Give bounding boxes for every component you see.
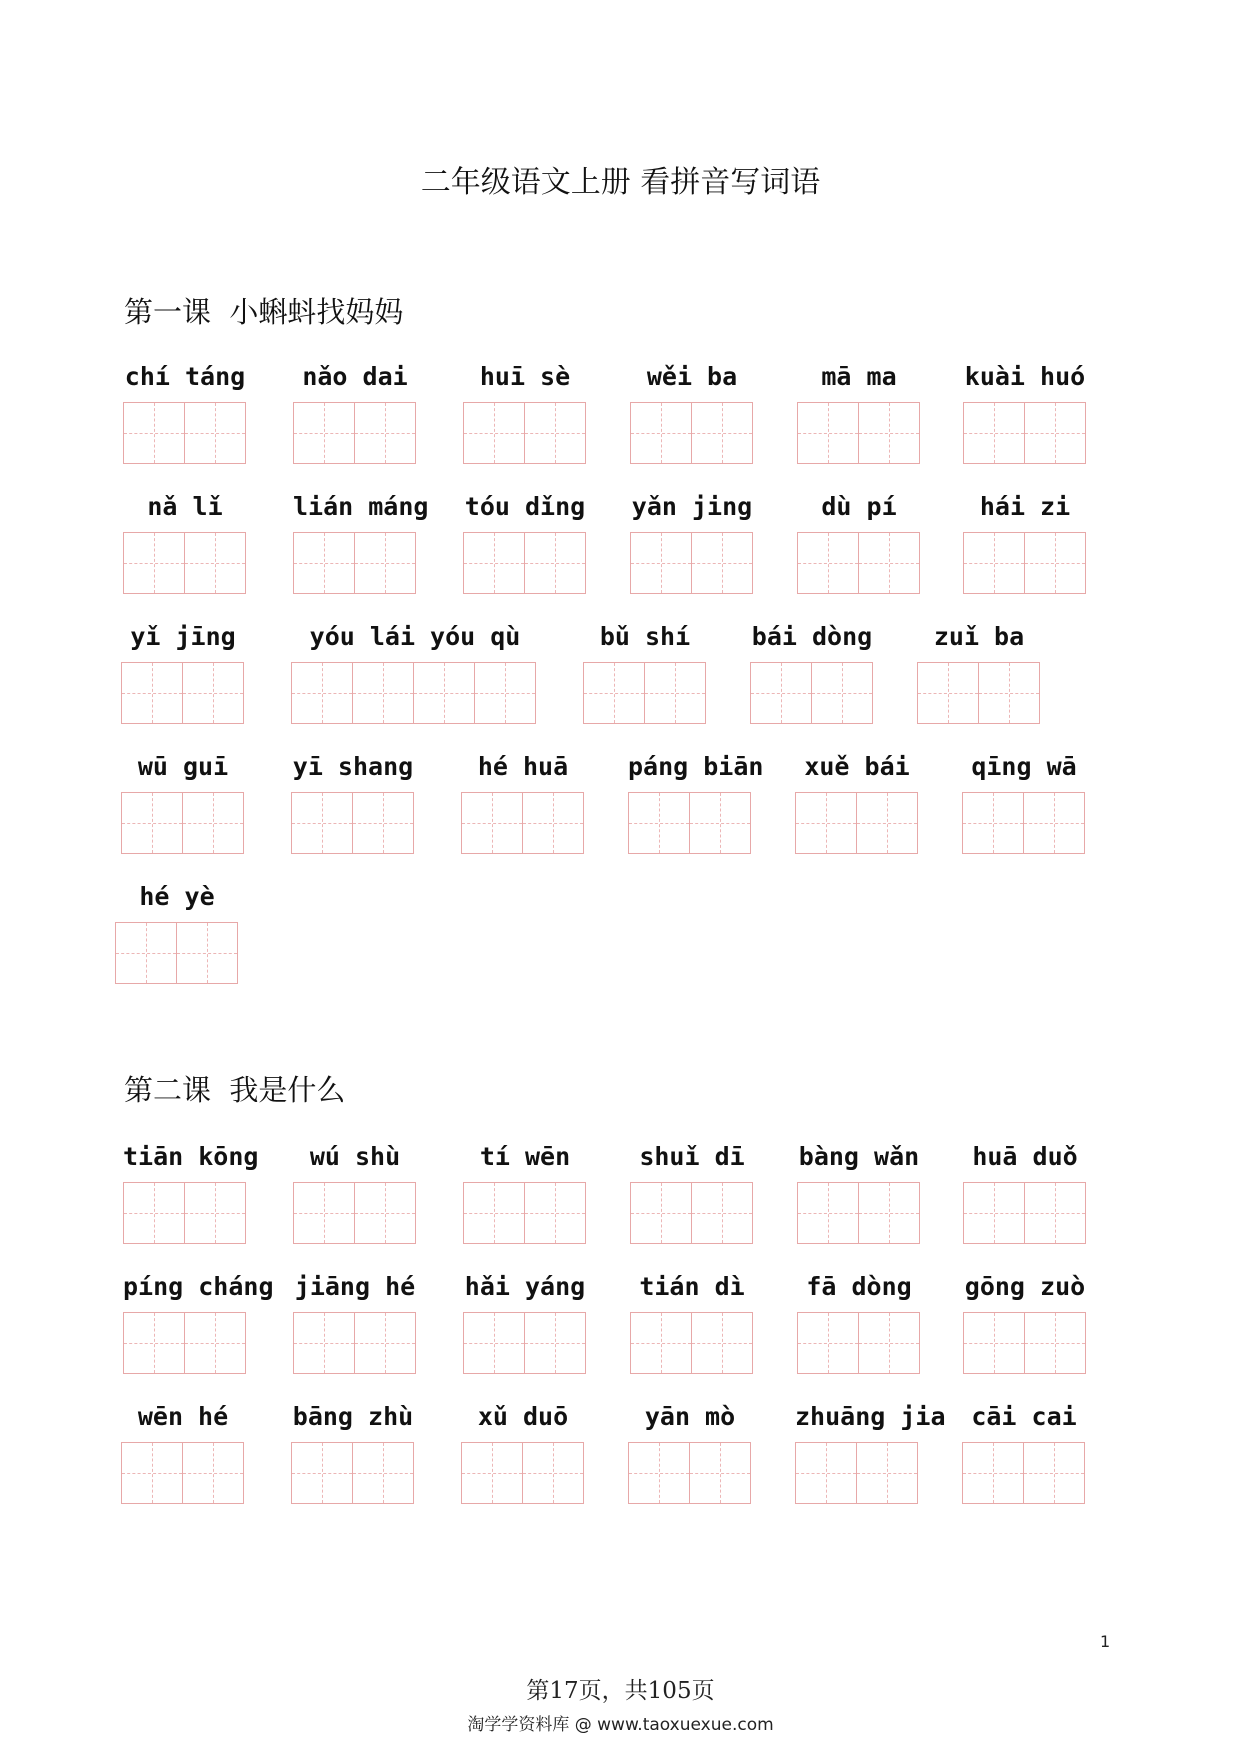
writing-grid[interactable] bbox=[963, 532, 1086, 594]
pinyin-label: píng cháng bbox=[123, 1272, 274, 1301]
pinyin-label: tiān kōng bbox=[123, 1142, 259, 1171]
writing-grid[interactable] bbox=[121, 792, 244, 854]
lesson-1-title: 第一课 小蝌蚪找妈妈 bbox=[124, 295, 404, 329]
writing-grid[interactable] bbox=[121, 662, 244, 724]
writing-grid[interactable] bbox=[293, 1312, 416, 1374]
writing-grid[interactable] bbox=[630, 1312, 753, 1374]
pinyin-label: nǎo dai bbox=[302, 362, 408, 391]
writing-grid[interactable] bbox=[917, 662, 1040, 724]
writing-grid[interactable] bbox=[963, 1312, 1086, 1374]
writing-grid[interactable] bbox=[795, 792, 918, 854]
pinyin-label: gōng zuò bbox=[964, 1272, 1086, 1301]
pinyin-label: bǔ shí bbox=[599, 622, 691, 651]
pinyin-label: mā ma bbox=[821, 362, 897, 391]
writing-grid[interactable] bbox=[797, 402, 920, 464]
pinyin-label: yī shang bbox=[292, 752, 414, 781]
pinyin-label: tián dì bbox=[639, 1272, 745, 1301]
writing-grid[interactable] bbox=[463, 1312, 586, 1374]
footer-site: 淘学学资料库 @ www.taoxuexue.com bbox=[467, 1715, 774, 1735]
writing-grid[interactable] bbox=[797, 1182, 920, 1244]
pinyin-label: yān mò bbox=[644, 1402, 736, 1431]
writing-grid[interactable] bbox=[293, 1182, 416, 1244]
writing-grid[interactable] bbox=[583, 662, 706, 724]
writing-grid[interactable] bbox=[797, 532, 920, 594]
pinyin-label: huā duǒ bbox=[972, 1142, 1078, 1171]
footer-page-label: 第17页，共105页 bbox=[526, 1678, 715, 1704]
pinyin-label: chí táng bbox=[124, 362, 246, 391]
writing-grid[interactable] bbox=[962, 1442, 1085, 1504]
writing-grid[interactable] bbox=[628, 792, 751, 854]
writing-grid[interactable] bbox=[630, 1182, 753, 1244]
writing-grid[interactable] bbox=[123, 532, 246, 594]
pinyin-label: jiāng hé bbox=[294, 1272, 416, 1301]
pinyin-label: cāi cai bbox=[971, 1402, 1077, 1431]
pinyin-label: wēn hé bbox=[137, 1402, 229, 1431]
pinyin-label: hǎi yáng bbox=[464, 1272, 586, 1301]
writing-grid[interactable] bbox=[291, 1442, 414, 1504]
page-title: 二年级语文上册 看拼音写词语 bbox=[420, 165, 821, 200]
pinyin-label: dù pí bbox=[821, 492, 897, 521]
pinyin-label: tí wēn bbox=[479, 1142, 571, 1171]
pinyin-label: shuǐ dī bbox=[639, 1142, 745, 1171]
pinyin-label: zhuāng jia bbox=[795, 1402, 946, 1431]
pinyin-label: zuǐ ba bbox=[933, 622, 1025, 651]
writing-grid[interactable] bbox=[121, 1442, 244, 1504]
writing-grid[interactable] bbox=[630, 532, 753, 594]
writing-grid[interactable] bbox=[463, 402, 586, 464]
pinyin-label: fā dòng bbox=[806, 1272, 912, 1301]
writing-grid[interactable] bbox=[293, 532, 416, 594]
page-number: 1 bbox=[1100, 1632, 1111, 1651]
pinyin-label: huī sè bbox=[479, 362, 571, 391]
pinyin-label: yóu lái yóu qù bbox=[309, 622, 521, 651]
pinyin-label: bāng zhù bbox=[292, 1402, 414, 1431]
pinyin-label: qīng wā bbox=[971, 752, 1077, 781]
pinyin-label: bàng wǎn bbox=[798, 1142, 920, 1171]
pinyin-label: páng biān bbox=[628, 752, 764, 781]
writing-grid[interactable] bbox=[291, 662, 536, 724]
pinyin-label: xǔ duō bbox=[477, 1402, 569, 1431]
writing-grid[interactable] bbox=[463, 1182, 586, 1244]
writing-grid[interactable] bbox=[797, 1312, 920, 1374]
pinyin-label: wū guī bbox=[137, 752, 229, 781]
writing-grid[interactable] bbox=[123, 402, 246, 464]
pinyin-label: kuài huó bbox=[964, 362, 1086, 391]
pinyin-label: hé huā bbox=[477, 752, 569, 781]
writing-grid[interactable] bbox=[628, 1442, 751, 1504]
writing-grid[interactable] bbox=[115, 922, 238, 984]
pinyin-label: xuě bái bbox=[804, 752, 910, 781]
writing-grid[interactable] bbox=[962, 792, 1085, 854]
writing-grid[interactable] bbox=[750, 662, 873, 724]
writing-grid[interactable] bbox=[123, 1182, 246, 1244]
pinyin-label: wú shù bbox=[309, 1142, 401, 1171]
writing-grid[interactable] bbox=[963, 402, 1086, 464]
pinyin-label: bái dòng bbox=[751, 622, 873, 651]
pinyin-label: hái zi bbox=[979, 492, 1071, 521]
writing-grid[interactable] bbox=[795, 1442, 918, 1504]
pinyin-label: nǎ lǐ bbox=[147, 492, 223, 521]
pinyin-label: lián máng bbox=[293, 492, 429, 521]
writing-grid[interactable] bbox=[963, 1182, 1086, 1244]
writing-grid[interactable] bbox=[630, 402, 753, 464]
lesson-2-title: 第二课 我是什么 bbox=[124, 1073, 346, 1107]
pinyin-label: hé yè bbox=[139, 882, 215, 911]
writing-grid[interactable] bbox=[463, 532, 586, 594]
writing-grid[interactable] bbox=[123, 1312, 246, 1374]
pinyin-label: yǎn jing bbox=[631, 492, 753, 521]
writing-grid[interactable] bbox=[461, 792, 584, 854]
pinyin-label: tóu dǐng bbox=[464, 492, 586, 521]
writing-grid[interactable] bbox=[291, 792, 414, 854]
pinyin-label: yǐ jīng bbox=[130, 622, 236, 651]
writing-grid[interactable] bbox=[461, 1442, 584, 1504]
writing-grid[interactable] bbox=[293, 402, 416, 464]
pinyin-label: wěi ba bbox=[646, 362, 738, 391]
